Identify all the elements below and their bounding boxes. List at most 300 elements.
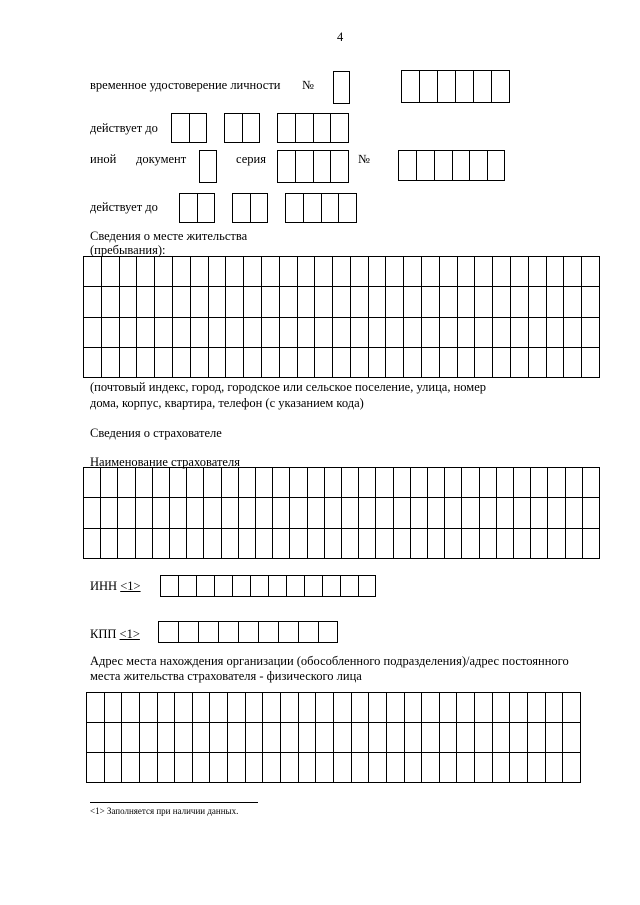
grid-cell[interactable] [84,287,102,317]
grid-cell[interactable] [352,693,370,723]
grid-cell[interactable] [137,318,155,348]
grid-cell[interactable] [122,753,140,783]
grid-cell[interactable] [246,693,264,723]
grid-cell[interactable] [458,287,476,317]
grid-cell[interactable] [140,723,158,753]
grid-cell[interactable] [422,287,440,317]
grid-cell[interactable] [351,348,369,378]
grid-cell[interactable] [440,257,458,287]
grid-cell[interactable] [239,529,256,559]
grid-cell[interactable] [222,468,239,498]
grid-cell[interactable] [369,753,387,783]
grid-cell[interactable] [280,287,298,317]
grid-cell[interactable] [458,318,476,348]
inn-footnote-ref[interactable]: <1> [120,579,141,593]
grid-cell[interactable] [273,468,290,498]
grid-cell[interactable] [153,529,170,559]
grid-cell[interactable] [387,723,405,753]
grid-cell[interactable] [440,348,458,378]
grid-cell[interactable] [422,753,440,783]
grid-cell[interactable] [529,348,547,378]
grid-cell[interactable] [404,348,422,378]
grid-cell[interactable] [547,348,565,378]
grid-cell[interactable] [359,468,376,498]
grid-cell[interactable] [342,529,359,559]
grid-cell[interactable] [411,468,428,498]
grid-cell[interactable] [315,287,333,317]
grid-cell[interactable] [273,529,290,559]
grid-cell[interactable] [175,693,193,723]
insurer-name-grid[interactable] [83,467,600,559]
grid-cell[interactable] [136,529,153,559]
grid-cell[interactable] [84,318,102,348]
grid-cell[interactable] [548,468,565,498]
kpp-boxes[interactable] [158,621,338,643]
grid-cell[interactable] [281,753,299,783]
grid-cell[interactable] [564,287,582,317]
grid-cell[interactable] [369,348,387,378]
grid-cell[interactable] [187,468,204,498]
grid-cell[interactable] [386,287,404,317]
grid-cell[interactable] [155,348,173,378]
grid-cell[interactable] [404,287,422,317]
grid-cell[interactable] [404,318,422,348]
grid-cell[interactable] [493,318,511,348]
grid-cell[interactable] [440,693,458,723]
grid-cell[interactable] [440,318,458,348]
grid-cell[interactable] [209,318,227,348]
grid-cell[interactable] [547,287,565,317]
grid-cell[interactable] [226,257,244,287]
grid-cell[interactable] [122,693,140,723]
grid-cell[interactable] [531,529,548,559]
grid-cell[interactable] [170,529,187,559]
grid-cell[interactable] [514,529,531,559]
grid-cell[interactable] [334,753,352,783]
grid-cell[interactable] [290,468,307,498]
grid-cell[interactable] [480,498,497,528]
grid-cell[interactable] [204,468,221,498]
grid-cell[interactable] [101,468,118,498]
grid-cell[interactable] [369,257,387,287]
grid-cell[interactable] [256,529,273,559]
grid-cell[interactable] [376,498,393,528]
grid-cell[interactable] [511,287,529,317]
grid-cell[interactable] [222,498,239,528]
grid-cell[interactable] [209,257,227,287]
grid-cell[interactable] [445,498,462,528]
grid-cell[interactable] [204,498,221,528]
grid-cell[interactable] [386,318,404,348]
grid-cell[interactable] [566,498,583,528]
grid-cell[interactable] [325,468,342,498]
grid-cell[interactable] [226,318,244,348]
grid-cell[interactable] [376,529,393,559]
grid-cell[interactable] [246,723,264,753]
grid-cell[interactable] [316,753,334,783]
grid-cell[interactable] [510,723,528,753]
grid-cell[interactable] [244,348,262,378]
grid-cell[interactable] [315,348,333,378]
grid-cell[interactable] [422,693,440,723]
grid-cell[interactable] [102,348,120,378]
grid-cell[interactable] [583,498,600,528]
grid-cell[interactable] [118,529,135,559]
grid-cell[interactable] [462,468,479,498]
grid-cell[interactable] [564,318,582,348]
grid-cell[interactable] [422,318,440,348]
grid-cell[interactable] [493,753,511,783]
grid-cell[interactable] [475,348,493,378]
grid-cell[interactable] [342,468,359,498]
grid-cell[interactable] [210,753,228,783]
grid-cell[interactable] [136,468,153,498]
grid-cell[interactable] [334,693,352,723]
grid-cell[interactable] [387,693,405,723]
grid-cell[interactable] [480,529,497,559]
grid-cell[interactable] [191,348,209,378]
grid-cell[interactable] [475,753,493,783]
grid-cell[interactable] [376,468,393,498]
grid-cell[interactable] [175,723,193,753]
grid-cell[interactable] [105,723,123,753]
grid-cell[interactable] [280,318,298,348]
residence-grid[interactable] [83,256,600,378]
grid-cell[interactable] [210,693,228,723]
grid-cell[interactable] [84,468,101,498]
grid-cell[interactable] [256,498,273,528]
grid-cell[interactable] [158,723,176,753]
grid-cell[interactable] [210,723,228,753]
grid-cell[interactable] [440,287,458,317]
other-doc-number-boxes[interactable] [398,150,505,181]
grid-cell[interactable] [528,693,546,723]
grid-cell[interactable] [102,318,120,348]
grid-cell[interactable] [359,529,376,559]
grid-cell[interactable] [315,257,333,287]
grid-cell[interactable] [191,287,209,317]
grid-cell[interactable] [514,468,531,498]
grid-cell[interactable] [497,529,514,559]
temp-id-series-box[interactable] [333,71,350,104]
grid-cell[interactable] [173,318,191,348]
grid-cell[interactable] [137,287,155,317]
grid-cell[interactable] [298,257,316,287]
grid-cell[interactable] [440,753,458,783]
grid-cell[interactable] [511,348,529,378]
grid-cell[interactable] [411,498,428,528]
grid-cell[interactable] [298,318,316,348]
valid-until-1-year[interactable] [277,113,349,143]
grid-cell[interactable] [405,753,423,783]
grid-cell[interactable] [170,498,187,528]
grid-cell[interactable] [299,753,317,783]
grid-cell[interactable] [120,257,138,287]
grid-cell[interactable] [352,723,370,753]
grid-cell[interactable] [422,723,440,753]
grid-cell[interactable] [325,529,342,559]
grid-cell[interactable] [263,723,281,753]
grid-cell[interactable] [528,753,546,783]
grid-cell[interactable] [493,693,511,723]
grid-cell[interactable] [334,723,352,753]
inn-boxes[interactable] [160,575,376,597]
grid-cell[interactable] [333,348,351,378]
grid-cell[interactable] [228,723,246,753]
grid-cell[interactable] [209,287,227,317]
grid-cell[interactable] [440,723,458,753]
grid-cell[interactable] [582,287,600,317]
grid-cell[interactable] [244,287,262,317]
grid-cell[interactable] [281,723,299,753]
grid-cell[interactable] [547,257,565,287]
grid-cell[interactable] [120,348,138,378]
grid-cell[interactable] [262,348,280,378]
grid-cell[interactable] [369,287,387,317]
grid-cell[interactable] [102,287,120,317]
grid-cell[interactable] [244,318,262,348]
grid-cell[interactable] [333,257,351,287]
valid-until-2-month[interactable] [232,193,268,223]
grid-cell[interactable] [548,498,565,528]
grid-cell[interactable] [369,318,387,348]
grid-cell[interactable] [204,529,221,559]
grid-cell[interactable] [333,318,351,348]
grid-cell[interactable] [136,498,153,528]
grid-cell[interactable] [262,287,280,317]
grid-cell[interactable] [262,257,280,287]
grid-cell[interactable] [475,723,493,753]
grid-cell[interactable] [173,348,191,378]
grid-cell[interactable] [273,498,290,528]
grid-cell[interactable] [462,498,479,528]
grid-cell[interactable] [342,498,359,528]
grid-cell[interactable] [359,498,376,528]
grid-cell[interactable] [493,257,511,287]
grid-cell[interactable] [316,693,334,723]
grid-cell[interactable] [457,753,475,783]
grid-cell[interactable] [394,529,411,559]
grid-cell[interactable] [102,257,120,287]
grid-cell[interactable] [351,318,369,348]
other-doc-series-boxes[interactable] [277,150,349,183]
grid-cell[interactable] [510,693,528,723]
grid-cell[interactable] [187,529,204,559]
grid-cell[interactable] [87,753,105,783]
grid-cell[interactable] [564,257,582,287]
grid-cell[interactable] [298,348,316,378]
grid-cell[interactable] [170,468,187,498]
grid-cell[interactable] [155,287,173,317]
grid-cell[interactable] [299,693,317,723]
grid-cell[interactable] [369,723,387,753]
grid-cell[interactable] [369,693,387,723]
grid-cell[interactable] [394,498,411,528]
grid-cell[interactable] [528,723,546,753]
grid-cell[interactable] [583,468,600,498]
grid-cell[interactable] [457,723,475,753]
grid-cell[interactable] [316,723,334,753]
grid-cell[interactable] [281,693,299,723]
grid-cell[interactable] [87,723,105,753]
grid-cell[interactable] [529,287,547,317]
grid-cell[interactable] [118,498,135,528]
valid-until-2-year[interactable] [285,193,357,223]
grid-cell[interactable] [226,348,244,378]
grid-cell[interactable] [386,348,404,378]
grid-cell[interactable] [222,529,239,559]
grid-cell[interactable] [140,693,158,723]
grid-cell[interactable] [529,318,547,348]
grid-cell[interactable] [511,318,529,348]
grid-cell[interactable] [187,498,204,528]
grid-cell[interactable] [298,287,316,317]
grid-cell[interactable] [263,693,281,723]
grid-cell[interactable] [193,723,211,753]
grid-cell[interactable] [263,753,281,783]
grid-cell[interactable] [582,318,600,348]
grid-cell[interactable] [84,529,101,559]
grid-cell[interactable] [351,257,369,287]
grid-cell[interactable] [105,753,123,783]
grid-cell[interactable] [191,318,209,348]
grid-cell[interactable] [546,753,564,783]
grid-cell[interactable] [428,498,445,528]
grid-cell[interactable] [158,753,176,783]
grid-cell[interactable] [548,529,565,559]
grid-cell[interactable] [563,693,581,723]
grid-cell[interactable] [411,529,428,559]
grid-cell[interactable] [137,257,155,287]
grid-cell[interactable] [325,498,342,528]
grid-cell[interactable] [256,468,273,498]
grid-cell[interactable] [566,529,583,559]
grid-cell[interactable] [546,693,564,723]
grid-cell[interactable] [193,753,211,783]
grid-cell[interactable] [582,348,600,378]
grid-cell[interactable] [173,287,191,317]
grid-cell[interactable] [510,753,528,783]
grid-cell[interactable] [529,257,547,287]
grid-cell[interactable] [497,498,514,528]
other-doc-type-box[interactable] [199,150,217,183]
grid-cell[interactable] [566,468,583,498]
grid-cell[interactable] [308,529,325,559]
grid-cell[interactable] [84,257,102,287]
grid-cell[interactable] [457,693,475,723]
grid-cell[interactable] [493,287,511,317]
grid-cell[interactable] [404,257,422,287]
grid-cell[interactable] [493,348,511,378]
grid-cell[interactable] [158,693,176,723]
grid-cell[interactable] [475,257,493,287]
grid-cell[interactable] [226,287,244,317]
grid-cell[interactable] [153,498,170,528]
grid-cell[interactable] [280,257,298,287]
grid-cell[interactable] [155,257,173,287]
grid-cell[interactable] [101,498,118,528]
grid-cell[interactable] [458,348,476,378]
grid-cell[interactable] [405,693,423,723]
grid-cell[interactable] [563,753,581,783]
grid-cell[interactable] [87,693,105,723]
grid-cell[interactable] [246,753,264,783]
grid-cell[interactable] [563,723,581,753]
grid-cell[interactable] [564,348,582,378]
grid-cell[interactable] [428,529,445,559]
valid-until-1-day[interactable] [171,113,207,143]
grid-cell[interactable] [118,468,135,498]
grid-cell[interactable] [84,498,101,528]
grid-cell[interactable] [101,529,118,559]
temp-id-number-boxes[interactable] [401,70,510,103]
grid-cell[interactable] [475,318,493,348]
grid-cell[interactable] [308,498,325,528]
grid-cell[interactable] [84,348,102,378]
grid-cell[interactable] [290,498,307,528]
grid-cell[interactable] [582,257,600,287]
grid-cell[interactable] [193,693,211,723]
grid-cell[interactable] [173,257,191,287]
grid-cell[interactable] [153,468,170,498]
grid-cell[interactable] [137,348,155,378]
grid-cell[interactable] [244,257,262,287]
grid-cell[interactable] [191,257,209,287]
grid-cell[interactable] [462,529,479,559]
grid-cell[interactable] [422,348,440,378]
grid-cell[interactable] [290,529,307,559]
grid-cell[interactable] [239,468,256,498]
grid-cell[interactable] [493,723,511,753]
grid-cell[interactable] [239,498,256,528]
grid-cell[interactable] [583,529,600,559]
grid-cell[interactable] [458,257,476,287]
grid-cell[interactable] [547,318,565,348]
grid-cell[interactable] [155,318,173,348]
grid-cell[interactable] [299,723,317,753]
grid-cell[interactable] [475,693,493,723]
grid-cell[interactable] [405,723,423,753]
grid-cell[interactable] [140,753,158,783]
grid-cell[interactable] [228,753,246,783]
grid-cell[interactable] [120,287,138,317]
grid-cell[interactable] [209,348,227,378]
grid-cell[interactable] [308,468,325,498]
grid-cell[interactable] [531,498,548,528]
grid-cell[interactable] [351,287,369,317]
kpp-footnote-ref[interactable]: <1> [119,627,140,641]
grid-cell[interactable] [394,468,411,498]
insurer-address-grid[interactable] [86,692,581,783]
grid-cell[interactable] [386,257,404,287]
grid-cell[interactable] [262,318,280,348]
grid-cell[interactable] [480,468,497,498]
grid-cell[interactable] [422,257,440,287]
grid-cell[interactable] [387,753,405,783]
grid-cell[interactable] [531,468,548,498]
grid-cell[interactable] [445,529,462,559]
grid-cell[interactable] [175,753,193,783]
grid-cell[interactable] [475,287,493,317]
grid-cell[interactable] [428,468,445,498]
valid-until-1-month[interactable] [224,113,260,143]
valid-until-2-day[interactable] [179,193,215,223]
grid-cell[interactable] [280,348,298,378]
grid-cell[interactable] [120,318,138,348]
grid-cell[interactable] [333,287,351,317]
grid-cell[interactable] [228,693,246,723]
grid-cell[interactable] [546,723,564,753]
